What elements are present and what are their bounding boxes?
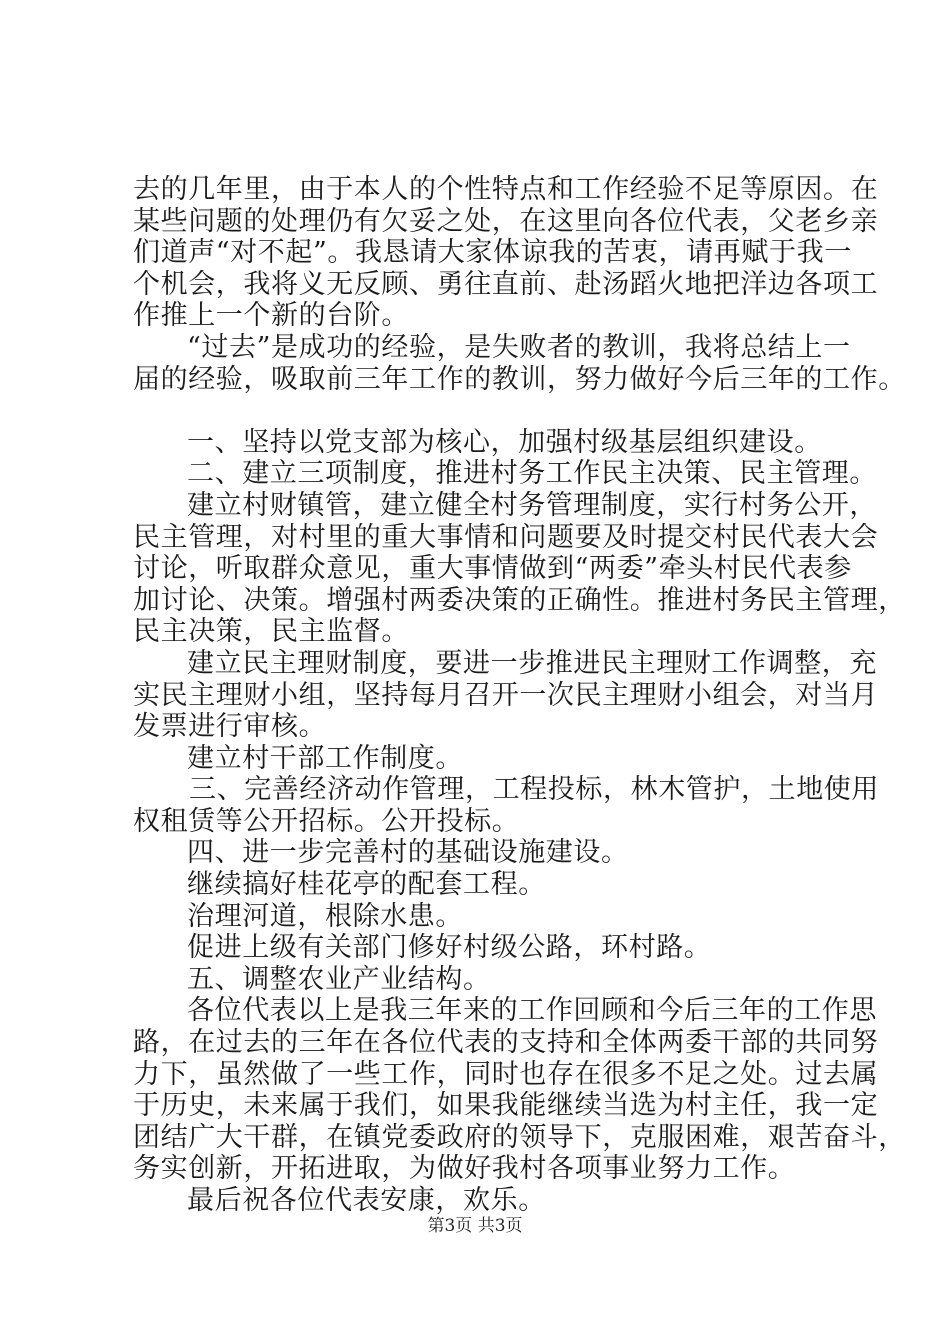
document-body — [133, 174, 906, 1217]
text-line: 继续搞好桂花亭的配套工程。 — [187, 869, 546, 901]
text-line: 于历史，未来属于我们，如果我能继续当选为村主任，我一定 — [133, 1090, 879, 1122]
text-line: 权租赁等公开招标。公开投标。 — [133, 805, 520, 837]
text-line: 最后祝各位代表安康，欢乐。 — [187, 1185, 546, 1216]
section-heading: 一、坚持以党支部为核心，加强村级基层组织建设。 — [187, 426, 822, 458]
text-line: 建立民主理财制度，要进一步推进民主理财工作调整，充 — [187, 647, 877, 679]
text-line: 建立村干部工作制度。 — [187, 742, 463, 774]
text-line: “过去”是成功的经验，是失败者的教训，我将总结上一 — [187, 331, 851, 363]
text-line: 民主决策，民主监督。 — [133, 616, 409, 648]
page-number-footer: 第3页 共3页 — [427, 1216, 523, 1236]
text-line: 各位代表以上是我三年来的工作回顾和今后三年的工作思 — [187, 995, 877, 1027]
text-line: 们道声“对不起”。我恳请大家体谅我的苦衷，请再赋于我一 — [133, 237, 852, 269]
text-line: 讨论，听取群众意见，重大事情做到“两委”牵头村民代表参 — [133, 553, 852, 585]
text-line: 民主管理，对村里的重大事情和问题要及时提交村民代表大会 — [133, 521, 879, 553]
text-line: 力下，虽然做了一些工作，同时也存在很多不足之处。过去属 — [133, 1058, 879, 1090]
section-heading: 三、完善经济动作管理，工程投标，林木管护，土地使用 — [189, 774, 879, 806]
text-line: 发票进行审核。 — [133, 711, 327, 743]
text-line: 团结广大干群，在镇党委政府的领导下，克服困难，艰苦奋斗， — [133, 1121, 906, 1153]
paragraph-gap — [133, 395, 833, 427]
text-line: 建立村财镇管，建立健全村务管理制度，实行村务公开， — [187, 489, 877, 521]
text-line: 作推上一个新的台阶。 — [133, 300, 409, 332]
text-line: 届的经验，吸取前三年工作的教训，努力做好今后三年的工作。 — [133, 363, 906, 395]
text-line: 去的几年里，由于本人的个性特点和工作经验不足等原因。在 — [133, 174, 879, 205]
section-heading: 四、进一步完善村的基础设施建设。 — [187, 837, 629, 869]
text-line: 个机会，我将义无反顾、勇往直前、赴汤蹈火地把洋边各项工 — [133, 268, 879, 300]
text-line: 促进上级有关部门修好村级公路，环村路。 — [187, 932, 712, 964]
text-line: 治理河道，根除水患。 — [187, 900, 463, 932]
text-line: 实民主理财小组，坚持每月召开一次民主理财小组会，对当月 — [133, 679, 879, 711]
text-line: 路，在过去的三年在各位代表的支持和全体两委干部的共同努 — [133, 1027, 879, 1059]
section-heading: 五、调整农业产业结构。 — [187, 963, 491, 995]
section-heading: 二、建立三项制度，推进村务工作民主决策、民主管理。 — [187, 458, 877, 490]
text-line: 某些问题的处理仍有欠妥之处，在这里向各位代表，父老乡亲 — [133, 205, 879, 237]
text-line: 务实创新，开拓进取，为做好我村各项事业努力工作。 — [133, 1153, 796, 1185]
text-line: 加讨论、决策。增强村两委决策的正确性。推进村务民主管理， — [133, 584, 906, 616]
